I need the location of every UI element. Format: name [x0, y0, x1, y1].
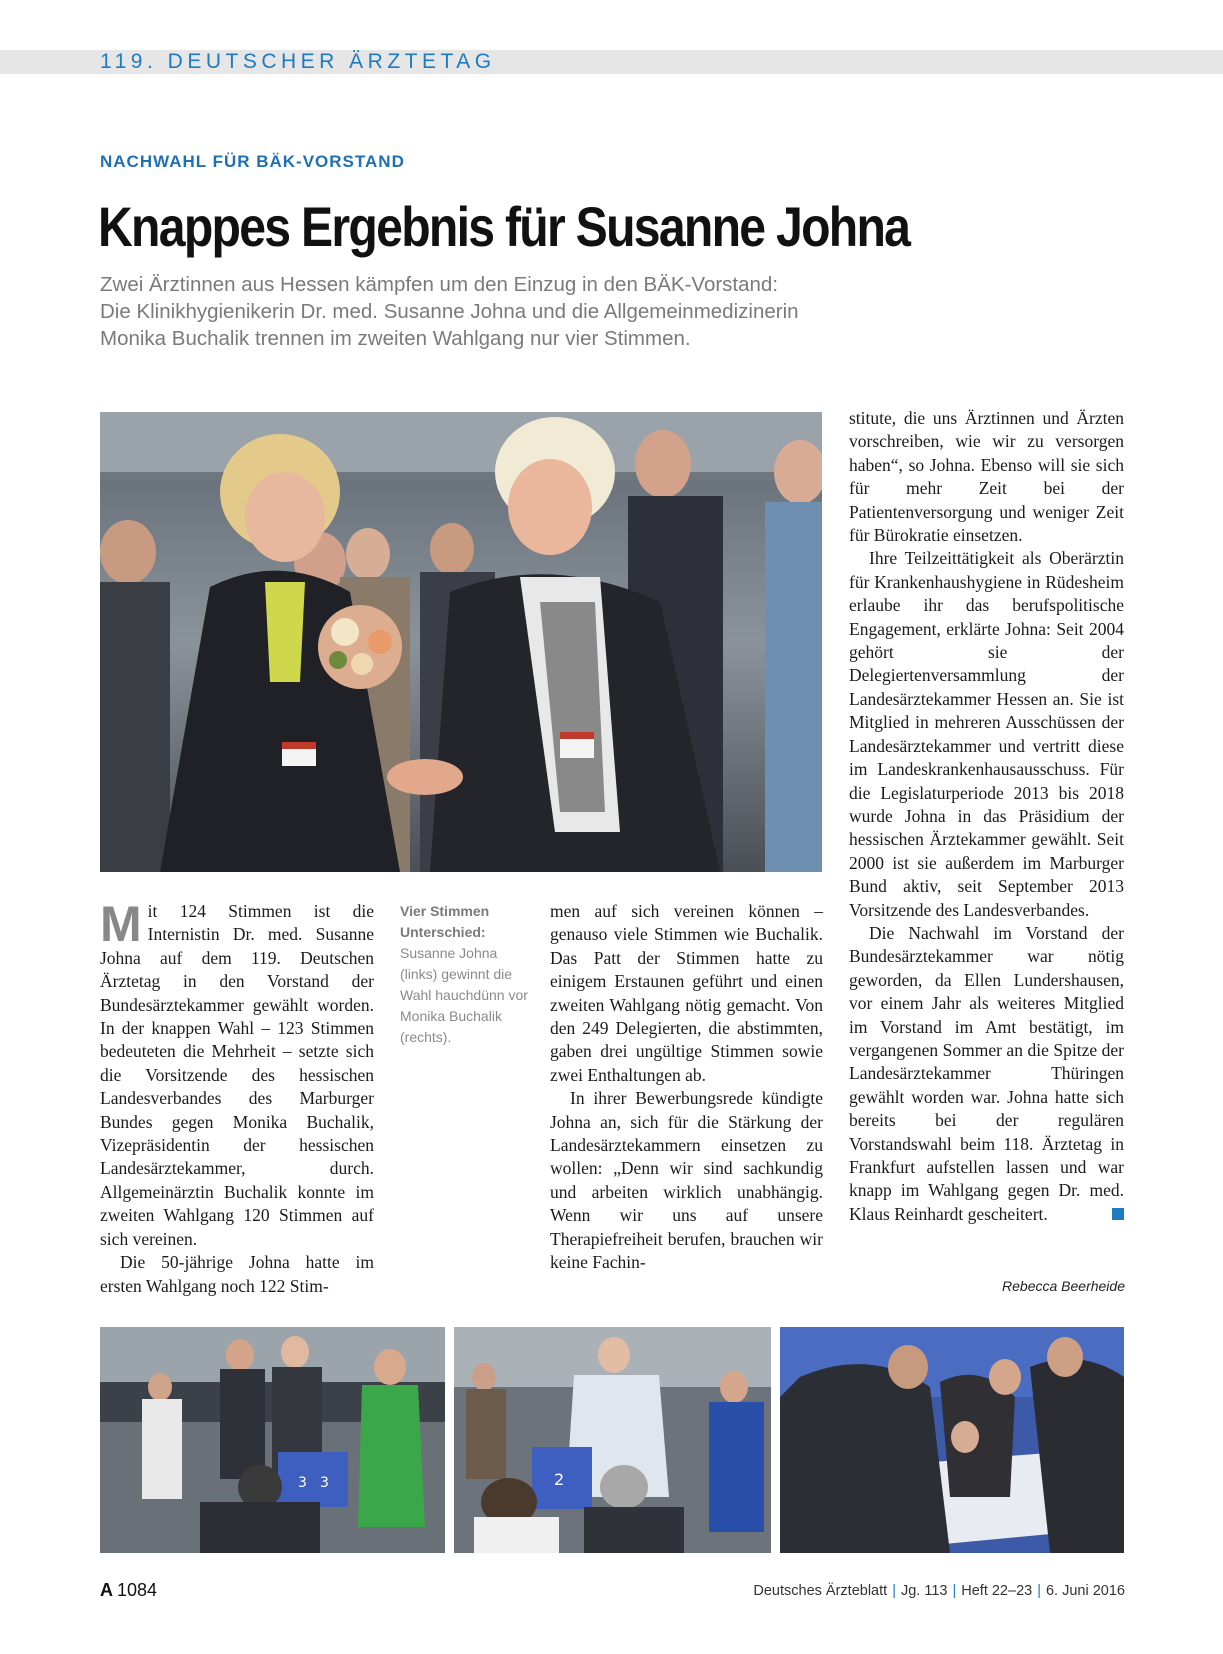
paragraph: In ihrer Bewerbungsrede kündigte Johna an, sich für die Stärkung der Landesärztekammern einsetzen zu wollen: „Denn wir sind sachkundig und arbeiten wirklich unabhängig. Wenn wir uns auf unsere Therapiefreiheit berufen, brauchen wir keine Fachin-: [550, 1088, 823, 1273]
lead-line: Zwei Ärztinnen aus Hessen kämpfen um den Einzug in den BÄK-Vorstand:: [100, 273, 779, 296]
journal-volume: Jg. 113: [900, 1583, 948, 1599]
paragraph: men auf sich vereinen können – genauso viele Stimmen wie Buchalik. Das Patt der Stimmen hatte zu einigem Erstaunen geführt und einen zweiten Wahlgang nötig gemacht. Von den 249 Delegierten, die abstimmten, gaben drei ungültige Stimmen sowie zwei Enthaltungen ab.: [550, 901, 823, 1085]
article-lead: [100, 271, 920, 352]
article-column-3: [550, 900, 823, 1275]
paragraph: it 124 Stimmen ist die Internistin Dr. med. Susanne Johna auf dem 119. Deutschen Ärztetag in den Vorstand der Bundesärztekammer gewählt worden. In der knappen Wahl – 123 Stimmen bedeuteten die Mehrheit – setzte sich die Vorsitzende des hessischen Landesverbandes des Marburger Bundes gegen Monika Buchalik, Vizepräsidentin der hessischen Landesärztekammer, durch. Allgemeinärztin Buchalik konnte im zweiten Wahlgang 120 Stimmen auf sich vereinen.: [100, 901, 374, 1249]
page-number: 1084: [117, 1580, 158, 1600]
page-folio: [100, 1580, 157, 1601]
ballot-photo-3: [780, 1327, 1124, 1553]
drop-cap: M: [100, 896, 142, 952]
section-header: 119. DEUTSCHER ÄRZTETAG: [100, 50, 496, 73]
caption-heading: Vier Stimmen Unterschied:: [400, 903, 490, 940]
ballot-photo-2: [454, 1327, 771, 1553]
end-of-article-mark: [1112, 1208, 1124, 1220]
journal-name: Deutsches Ärzteblatt: [753, 1583, 888, 1599]
caption-text: Susanne Johna (links) gewinnt die Wahl hauchdünn vor Monika Buchalik (rechts).: [400, 945, 528, 1045]
ballot-box-number: 3: [298, 1475, 307, 1491]
article-column-4: [849, 407, 1124, 1226]
article-kicker: NACHWAHL FÜR BÄK-VORSTAND: [100, 152, 405, 171]
footer-separator: |: [952, 1583, 957, 1599]
author-byline: Rebecca Beerheide: [1002, 1278, 1125, 1294]
lead-line: Monika Buchalik trennen im zweiten Wahlgang nur vier Stimmen.: [100, 327, 691, 350]
photo-caption: [400, 901, 530, 1048]
paragraph: stitute, die uns Ärztinnen und Ärzten vorschreiben, wie wir zu versorgen haben“, so Johna. Ebenso will sie sich für mehr Zeit bei der Patientenversorgung und weniger Zeit für Bürokratie einsetzen.: [849, 408, 1124, 546]
main-photo: [100, 412, 822, 872]
footer-separator: |: [892, 1583, 896, 1599]
footer-separator: |: [1037, 1583, 1041, 1599]
journal-date: 6. Juni 2016: [1045, 1583, 1125, 1599]
paragraph: Ihre Teilzeittätigkeit als Oberärztin für Krankenhaushygiene in Rüdesheim erlaube ihr das berufspolitische Engagement, erklärte Johna: Seit 2004 gehört sie der Delegiertenversammlung der Landesärztekammer Hessen an. Sie ist Mitglied in mehreren Ausschüssen der Landesärztekammer und vertritt diese im Landeskrankenhausausschuss. Für die Legislaturperiode 2013 bis 2018 wurde Johna in das Präsidium der hessischen Ärztekammer gewählt. Seit 2000 ist sie außerdem im Marburger Bund aktiv, seit September 2013 Vorsitzende des Landesverbandes.: [849, 548, 1124, 920]
page-prefix: A: [100, 1580, 113, 1600]
journal-footer: [753, 1583, 1125, 1599]
ballot-box-number: 2: [554, 1470, 565, 1489]
ballot-box-number: 3: [320, 1475, 329, 1491]
paragraph: Die Nachwahl im Vorstand der Bundesärztekammer war nötig geworden, da Ellen Lundershausen, vor einem Jahr als weiteres Mitglied im Vorstand im Amt bestätigt, im vergangenen Sommer an die Spitze der Landesärztekammer Thüringen gewählt worden war. Johna hatte sich bereits bei der regulären Vorstandswahl beim 118. Ärztetag in Frankfurt aufstellen lassen und war knapp im Wahlgang gegen Dr. med. Klaus Reinhardt gescheitert.: [849, 922, 1124, 1224]
article-headline: Knappes Ergebnis für Susanne Johna: [98, 195, 910, 258]
paragraph: Die 50-jährige Johna hatte im ersten Wahlgang noch 122 Stim-: [100, 1252, 374, 1296]
lead-line: Die Klinikhygienikerin Dr. med. Susanne Johna und die Allgemeinmedizinerin: [100, 300, 799, 323]
journal-issue: Heft 22–23: [961, 1583, 1033, 1599]
ballot-photo-1: [100, 1327, 445, 1553]
article-column-1: [100, 896, 374, 1298]
